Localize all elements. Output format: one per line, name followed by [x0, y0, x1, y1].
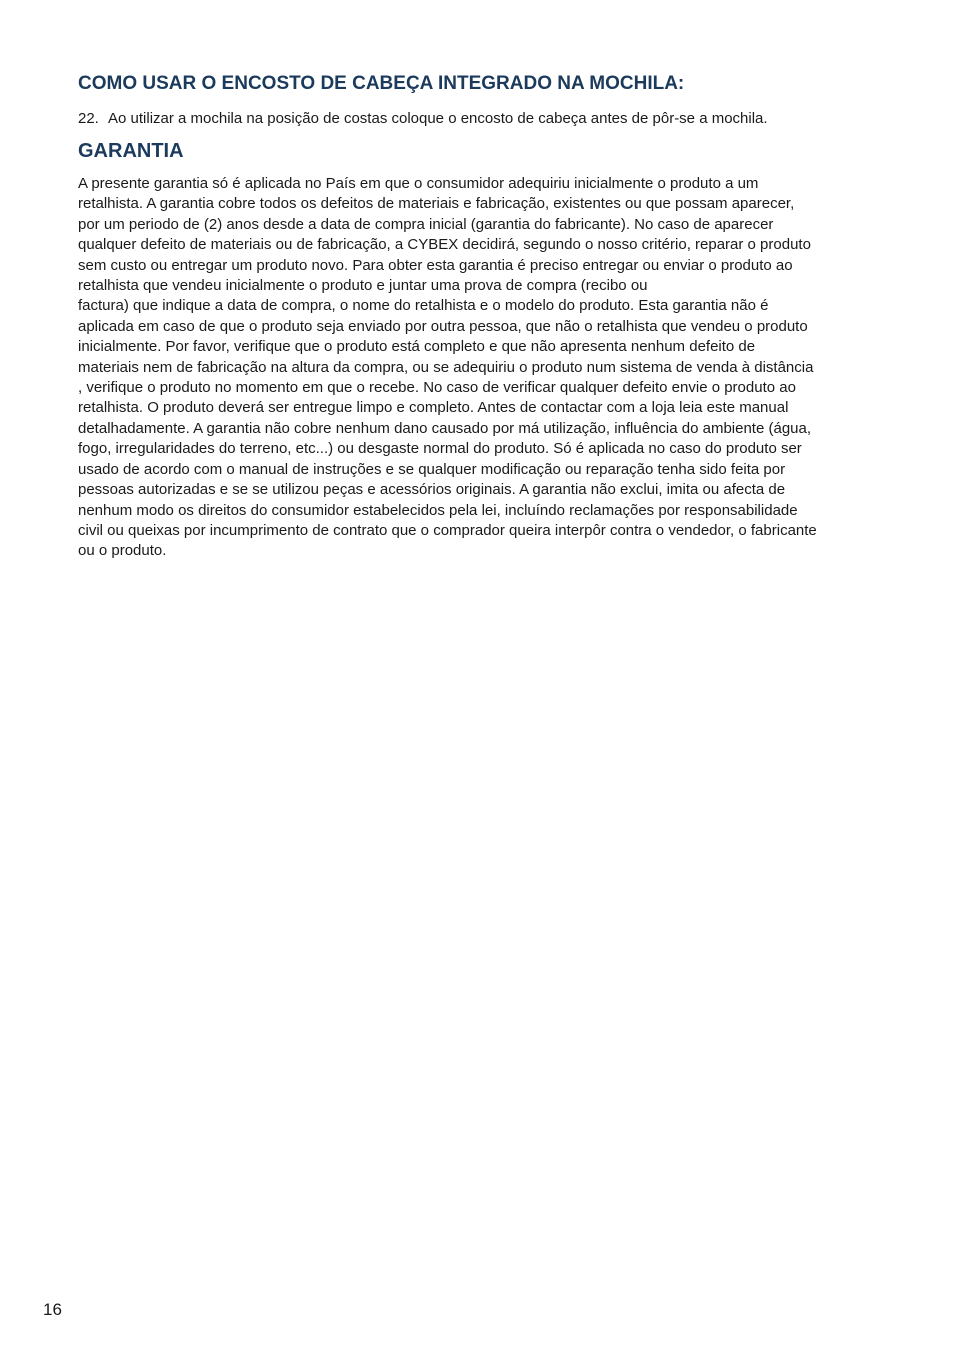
warranty-line: por um periodo de (2) anos desde a data de compra inicial (garantia do fabricante). No caso de aparecer	[78, 215, 774, 233]
warranty-line: sem custo ou entregar um produto novo. Para obter esta garantia é preciso entregar ou enviar o produto ao	[78, 256, 793, 274]
step-text: Ao utilizar a mochila na posição de costas coloque o encosto de cabeça antes de pôr-se a mochila.	[108, 110, 768, 127]
warranty-paragraph	[78, 174, 817, 562]
warranty-line: nenhum modo os direitos do consumidor estabelecidos pela lei, incluíndo reclamações por responsabilidade	[78, 501, 798, 519]
warranty-line: civil ou queixas por incumprimento de contrato que o comprador queira interpôr contra o vendedor, o fabricante	[78, 521, 817, 539]
warranty-line: factura) que indique a data de compra, o nome do retalhista e o modelo do produto. Esta garantia não é	[78, 297, 769, 315]
warranty-line: retalhista. A garantia cobre todos os defeitos de materiais e fabricação, existentes ou que possam aparecer,	[78, 195, 795, 213]
warranty-line: inicialmente. Por favor, verifique que o produto está completo e que não apresenta nenhum defeito de	[78, 338, 756, 356]
step-number: 22.	[78, 110, 99, 127]
warranty-line: materiais nem de fabricação na altura da compra, ou se adequiriu o produto num sistema de venda à distância	[78, 358, 814, 376]
page-number: 16	[43, 1300, 62, 1319]
warranty-line: fogo, irregularidades do terreno, etc...) ou desgaste normal do produto. Só é aplicada no caso do produto ser	[78, 440, 802, 458]
warranty-line: detalhadamente. A garantia não cobre nenhum dano causado por má utilização, influência do ambiente (água,	[78, 419, 812, 437]
section-heading-headrest: COMO USAR O ENCOSTO DE CABEÇA INTEGRADO NA MOCHILA:	[78, 73, 685, 94]
instruction-step	[78, 109, 768, 128]
section-heading-warranty: GARANTIA	[78, 140, 184, 162]
warranty-line: , verifique o produto no momento em que o recebe. No caso de verificar qualquer defeito envie o produto ao	[78, 379, 796, 397]
warranty-line: retalhista. O produto deverá ser entregue limpo e completo. Antes de contactar com a loja leia este manual	[78, 399, 789, 417]
warranty-line: aplicada em caso de que o produto seja enviado por outra pessoa, que não o retalhista que vendeu o produto	[78, 317, 808, 335]
warranty-line: qualquer defeito de materiais ou de fabricação, a CYBEX decidirá, segundo o nosso critério, reparar o produto	[78, 236, 811, 254]
warranty-line: A presente garantia só é aplicada no País em que o consumidor adequiriu inicialmente o produto a um	[78, 175, 759, 192]
warranty-line: ou o produto.	[78, 542, 167, 560]
warranty-line: usado de acordo com o manual de instruções e se qualquer modificação ou reparação tenha sido feita por	[78, 460, 786, 478]
warranty-line: pessoas autorizadas e se se utilizou peças e acessórios originais. A garantia não exclui, imita ou afecta de	[78, 481, 786, 499]
warranty-line: retalhista que vendeu inicialmente o produto e juntar uma prova de compra (recibo ou	[78, 277, 648, 295]
